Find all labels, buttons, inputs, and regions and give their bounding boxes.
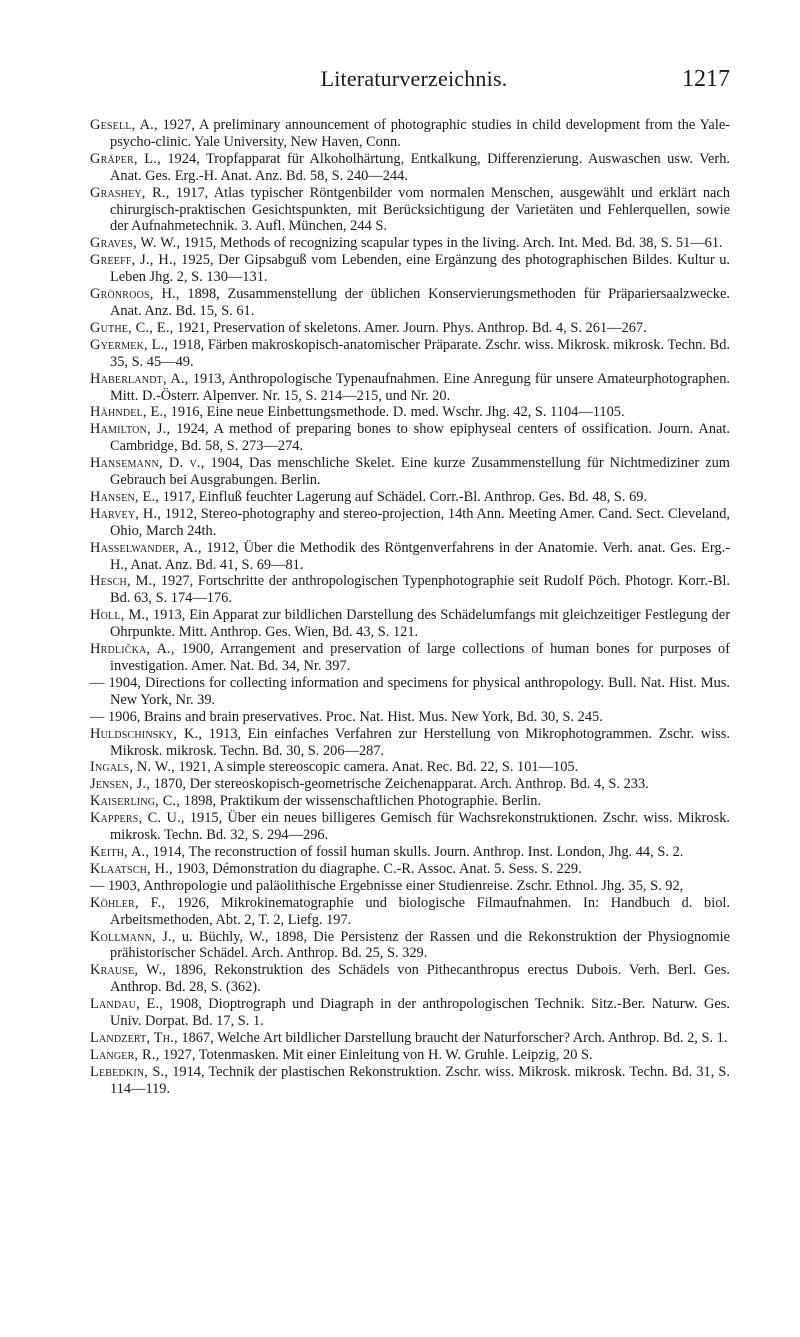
reference-author: Huldschinsky, K., xyxy=(90,725,203,742)
reference-entry xyxy=(90,810,730,844)
reference-author: Hähndel, E., xyxy=(90,404,168,421)
running-title: Literaturverzeichnis. xyxy=(320,66,508,91)
page-header xyxy=(98,66,730,96)
reference-entry xyxy=(90,320,730,337)
reference-entry xyxy=(90,286,730,320)
reference-text: 1900, Arrangement and preservation of large collections of human bones for purposes of investigation. Amer. Nat. Bd. 34, Nr. 397. xyxy=(110,641,730,674)
reference-text: 1913, Ein Apparat zur bildlichen Darstellung des Schädelumfangs mit gleichzeitiger Festlegung der Ohrpunkte. Mitt. Anthrop. Ges. Wien, Bd. 43, S. 121. xyxy=(110,607,730,641)
reference-entry xyxy=(90,709,730,726)
reference-entry xyxy=(90,726,730,760)
reference-entry xyxy=(90,235,730,252)
reference-text: 1915, Über ein neues billigeres Gemisch für Wachsrekonstruktionen. Zschr. wiss. Mikrosk. mikrosk. Techn. Bd. 32, S. 294—296. xyxy=(110,810,730,844)
reference-entry xyxy=(90,895,730,929)
reference-entry xyxy=(90,776,730,793)
reference-text: 1924, Tropfapparat für Alkoholhärtung, Entkalkung, Differenzierung. Auswaschen usw. Verh. Anat. Ges. Erg.-H. Anat. Anz. Bd. 58, S. 240—244. xyxy=(110,150,731,184)
reference-text: 1924, A method of preparing bones to show epiphyseal centers of ossification. Journ. Anat. Cambridge, Bd. 58, S. 273—274. xyxy=(110,421,730,455)
reference-entry xyxy=(90,489,730,506)
reference-entry xyxy=(90,151,730,185)
reference-author: Hasselwander, A., xyxy=(90,539,202,556)
reference-text: 1912, Stereo-photography and stereo-projection, 14th Ann. Meeting Amer. Cand. Sect. Cleveland, Ohio, March 24th. xyxy=(110,505,730,539)
reference-text: 1921, A simple stereoscopic camera. Anat. Rec. Bd. 22, S. 101—105. xyxy=(174,759,579,776)
reference-text: 1925, Der Gipsabguß vom Lebenden, eine Ergänzung des photographischen Bildes. Kultur u. Leben Jhg. 2, S. 130—131. xyxy=(110,252,730,286)
reference-author: Jensen, J., xyxy=(90,776,151,793)
reference-author: Landzert, Th., xyxy=(90,1029,178,1046)
reference-text: 1898, Praktikum der wissenschaftlichen Photographie. Berlin. xyxy=(180,793,542,810)
reference-entry xyxy=(90,337,730,371)
reference-entry xyxy=(90,506,730,540)
reference-text: 1921, Preservation of skeletons. Amer. Journ. Phys. Anthrop. Bd. 4, S. 261—267. xyxy=(173,319,647,336)
reference-text: 1927, Totenmasken. Mit einer Einleitung von H. W. Gruhle. Leipzig, 20 S. xyxy=(159,1046,593,1063)
reference-entry xyxy=(90,759,730,776)
reference-text: 1917, Einfluß feuchter Lagerung auf Schädel. Corr.-Bl. Anthrop. Ges. Bd. 48, S. 69. xyxy=(159,488,648,505)
reference-author: Hamilton, J., xyxy=(90,421,171,438)
reference-author: Krause, W., xyxy=(90,962,167,979)
reference-author: Gesell, A., xyxy=(90,117,158,133)
reference-text: 1914, Technik der plastischen Rekonstruktion. Zschr. wiss. Mikrosk. mikrosk. Techn. Bd. 31, S. 114—119. xyxy=(110,1063,730,1097)
reference-author: Langer, R., xyxy=(90,1046,160,1063)
reference-text: — 1906, Brains and brain preservatives. Proc. Nat. Hist. Mus. New York, Bd. 30, S. 245. xyxy=(90,708,603,725)
reference-text: 1917, Atlas typischer Röntgenbilder vom normalen Menschen, ausgewählt und erklärt nach chirurgisch-praktischen Gesichtspunkten, mit Berücksichtigung der Varietäten und Fehlerquellen, sowie der Aufnahmetechnik. 3. Aufl. München, 244 S. xyxy=(110,184,730,235)
reference-entry xyxy=(90,607,730,641)
reference-entry xyxy=(90,117,730,151)
reference-text: 1914, The reconstruction of fossil human skulls. Journ. Anthrop. Inst. London, Jhg. 44, S. 2. xyxy=(149,843,684,860)
reference-author: Kappers, C. U., xyxy=(90,810,185,827)
reference-entry xyxy=(90,252,730,286)
reference-entry xyxy=(90,878,730,895)
reference-entry xyxy=(90,793,730,810)
reference-author: Grönroos, H., xyxy=(90,286,180,303)
reference-entry xyxy=(90,861,730,878)
reference-author: Hrdlička, A., xyxy=(90,641,175,658)
reference-author: Greeff, J., H., xyxy=(90,252,177,269)
reference-author: Grashey, R., xyxy=(90,184,170,201)
reference-entry xyxy=(90,404,730,421)
reference-author: Kollmann, J., xyxy=(90,928,176,945)
reference-author: Graves, W. W., xyxy=(90,235,181,252)
reference-text: 1908, Dioptrograph und Diagraph in der anthropologischen Technik. Sitz.-Ber. Naturw. Ges. Univ. Dorpat. Bd. 17, S. 1. xyxy=(110,996,730,1030)
reference-entry xyxy=(90,1030,730,1047)
reference-entry xyxy=(90,455,730,489)
reference-author: Landau, E., xyxy=(90,996,164,1013)
reference-text: 1927, A preliminary announcement of photographic studies in child development from the Yale-psycho-clinic. Yale University, New Haven, Conn. xyxy=(110,117,730,150)
reference-author: Hesch, M., xyxy=(90,573,157,590)
reference-author: Holl, M., xyxy=(90,607,150,624)
reference-author: Ingals, N. W., xyxy=(90,759,175,776)
reference-entry xyxy=(90,1047,730,1064)
reference-entry xyxy=(90,371,730,405)
reference-text: 1896, Rekonstruktion des Schädels von Pithecanthropus erectus Dubois. Verh. Berl. Ges. Anthrop. Bd. 28, S. (362). xyxy=(110,962,730,996)
reference-author: Gräper, L., xyxy=(90,150,161,167)
reference-text: 1927, Fortschritte der anthropologischen Typenphotographie seit Rudolf Pöch. Photogr. Korr.-Bl. Bd. 63, S. 174—176. xyxy=(110,573,731,607)
reference-entry xyxy=(90,1064,730,1098)
reference-entry xyxy=(90,996,730,1030)
reference-author: Gyermek, L., xyxy=(90,336,169,353)
reference-entry xyxy=(90,641,730,675)
reference-text: 1913, Ein einfaches Verfahren zur Herstellung von Mikrophotogrammen. Zschr. wiss. Mikrosk. mikrosk. Techn. Bd. 30, S. 206—287. xyxy=(110,725,730,759)
reference-entry xyxy=(90,675,730,709)
reference-author: Haberlandt, A., xyxy=(90,370,189,387)
reference-entry xyxy=(90,540,730,574)
reference-author: Hansemann, D. v., xyxy=(90,455,205,472)
reference-text: 1913, Anthropologische Typenaufnahmen. Eine Anregung für unsere Amateurphotographen. Mitt. D.-Österr. Alpenver. Nr. 15, S. 214—215, und Nr. 20. xyxy=(110,370,731,404)
reference-text: u. Büchly, W., 1898, Die Persistenz der Rassen und die Rekonstruktion der Physiognomie prähistorischer Schädel. Arch. Anthrop. Bd. 25, S. 329. xyxy=(110,928,730,962)
bibliography-list xyxy=(90,117,730,1098)
reference-text: — 1903, Anthropologie und paläolithische Ergebnisse einer Studienreise. Zschr. Ethnol. Jhg. 35, S. 92, xyxy=(90,877,684,894)
reference-entry xyxy=(90,929,730,963)
reference-text: 1870, Der stereoskopisch-geometrische Zeichenapparat. Arch. Anthrop. Bd. 4, S. 233. xyxy=(150,776,649,793)
page-number: 1217 xyxy=(682,66,730,92)
reference-text: 1912, Über die Methodik des Röntgenverfahrens in der Anatomie. Verh. anat. Ges. Erg.-H., Anat. Anz. Bd. 41, S. 69—81. xyxy=(110,539,730,573)
reference-entry xyxy=(90,421,730,455)
reference-author: Klaatsch, H., xyxy=(90,860,173,877)
reference-text: 1904, Das menschliche Skelet. Eine kurze Zusammenstellung für Nichtmediziner zum Gebrauch bei Ausgrabungen. Berlin. xyxy=(110,455,730,489)
reference-text: 1926, Mikrokinematographie und biologische Filmaufnahmen. In: Handbuch d. biol. Arbeitsmethoden, Abt. 2, T. 2, Liefg. 197. xyxy=(110,894,730,928)
reference-author: Hansen, E., xyxy=(90,488,160,505)
reference-text: 1918, Färben makroskopisch-anatomischer Präparate. Zschr. wiss. Mikrosk. mikrosk. Techn. Bd. 35, S. 45—49. xyxy=(110,336,730,370)
reference-author: Keith, A., xyxy=(90,843,150,860)
reference-text: 1903, Démonstration du diagraphe. C.-R. Assoc. Anat. 5. Sess. S. 229. xyxy=(172,860,582,877)
reference-author: Harvey, H., xyxy=(90,505,162,522)
reference-text: 1867, Welche Art bildlicher Darstellung braucht der Naturforscher? Arch. Anthrop. Bd. 2, S. 1. xyxy=(177,1029,728,1046)
reference-author: Lebedkin, S., xyxy=(90,1063,169,1080)
reference-text: — 1904, Directions for collecting information and specimens for physical anthropology. Bull. Nat. Hist. Mus. New York, Nr. 39. xyxy=(90,674,730,708)
reference-author: Guthe, C., E., xyxy=(90,319,174,336)
reference-entry xyxy=(90,573,730,607)
reference-entry xyxy=(90,185,730,236)
reference-entry xyxy=(90,844,730,861)
reference-text: 1898, Zusammenstellung der üblichen Konservierungsmethoden für Präpariersaalzwecke. Anat. Anz. Bd. 15, S. 61. xyxy=(110,286,730,319)
reference-text: 1915, Methods of recognizing scapular types in the living. Arch. Int. Med. Bd. 38, S. 51—61. xyxy=(180,235,723,252)
reference-author: Köhler, F., xyxy=(90,894,166,911)
reference-text: 1916, Eine neue Einbettungsmethode. D. med. Wschr. Jhg. 42, S. 1104—1105. xyxy=(167,404,625,421)
reference-entry xyxy=(90,962,730,996)
reference-author: Kaiserling, C., xyxy=(90,793,181,810)
